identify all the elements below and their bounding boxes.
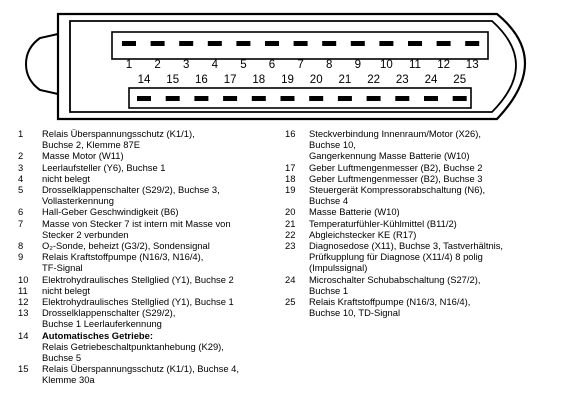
legend-item-text: Masse Motor (W11) [42,150,124,162]
legend-item-text: nicht belegt [42,172,90,184]
legend-item-number: 2 [18,150,24,162]
legend-item-text: Temperaturfühler-Kühlmittel (B11/2) [309,217,457,229]
pin-slot [208,41,222,46]
legend-item-number: 9 [18,251,24,263]
pin-slot [465,41,479,46]
legend-item-text: Drosselklappenschalter (S29/2), Buchse 3, Vollasterkennung [42,184,220,207]
pin-slot [437,41,451,46]
legend-item-body [42,150,286,161]
pin-number-label: 16 [195,74,208,86]
pin-slot [338,96,352,101]
legend-item [285,240,560,274]
legend-item-number: 14 [18,329,29,341]
legend-item-number: 17 [285,161,296,173]
pin-slot [424,96,438,101]
legend-item [285,184,560,206]
pin-number-label: 21 [338,74,352,86]
legend-item-number: 16 [285,128,296,139]
legend-item [285,274,560,296]
legend-item-text: Drosselklappenschalter (S29/2), Buchse 1 Leerlauferkennung [42,307,176,330]
pin-number-label: 1 [125,59,133,71]
legend-item-body [42,307,286,329]
legend-item [285,206,560,217]
legend-item-body [309,184,560,206]
pin-number-label: 8 [325,59,333,71]
pin-number-label: 19 [281,74,294,86]
pin-slot [194,96,208,101]
legend-item [18,218,286,240]
pin-number-label: 5 [240,59,247,71]
legend-item-text: Steckverbindung Innenraum/Motor (X26), Buchse 10, Gangerkennung Masse Batterie (W10) [309,128,481,162]
pin-slot [395,96,409,101]
legend-item [18,206,286,217]
pin-slot [379,41,393,46]
pin-number-label: 12 [437,59,450,71]
pin-slot [236,41,250,46]
legend-item-number: 13 [18,307,29,319]
pin-slot [122,41,136,46]
legend-item-body [309,173,560,184]
legend-item-text: nicht belegt [42,284,90,296]
pin-slot [252,96,266,101]
legend-item-text: Masse von Stecker 7 ist intern mit Masse von Stecker 2 verbunden [42,217,231,240]
legend-item [285,162,560,173]
legend-item-number: 11 [18,284,28,296]
legend-item-number: 18 [285,172,296,184]
pin-slot [309,96,323,101]
pin-number-label: 3 [182,59,190,71]
lower-pin-block [129,88,471,108]
pin-slot [223,96,237,101]
pin-legend-right [285,128,560,318]
legend-item-text: O₂-Sonde, beheizt (G3/2), Sondensignal [42,240,210,252]
pin-number-label: 13 [465,59,479,71]
legend-item [285,128,560,162]
legend-item [18,240,286,251]
legend-item-text: Relais Getriebeschaltpunktanhebung (K29), Buchse 5 [42,340,224,364]
legend-item [18,173,286,184]
legend-item-body [42,206,286,217]
legend-item-text: Geber Luftmengenmesser (B2), Buchse 3 [309,172,483,184]
legend-item-body [309,274,560,296]
legend-item-text: Elektrohydraulisches Stellglied (Y1), Buchse 1 [42,296,234,308]
legend-item-number: 22 [285,228,296,240]
legend-item-text: Hall-Geber Geschwindigkeit (B6) [42,206,179,218]
pin-number-label: 23 [395,74,409,86]
legend-item-text: Relais Kraftstoffpumpe (N16/3, N16/4), Buchse 10, TD-Signal [309,296,471,319]
pin-number-label: 17 [223,74,237,86]
pin-number-label: 14 [137,74,151,86]
connector-latch [26,34,58,94]
pin-number-label: 9 [354,59,362,71]
legend-item [18,363,286,385]
legend-item [285,229,560,240]
legend-item-body [42,274,286,285]
legend-item [18,184,286,206]
legend-item-number: 7 [18,217,24,229]
legend-item-body [42,296,286,307]
connector-pinout-diagram [0,0,561,125]
legend-item-body [42,173,286,184]
legend-item-heading: Automatisches Getriebe: [42,329,153,341]
legend-item-number: 10 [18,273,29,285]
pin-slot [265,41,279,46]
legend-item-body [42,218,286,240]
legend-item-body [42,184,286,206]
legend-item [18,330,286,364]
legend-item-body [42,251,286,273]
pin-slot [322,41,336,46]
legend-item-text: Leerlaufsteller (Y6), Buchse 1 [42,161,166,173]
legend-item [18,296,286,307]
legend-item-number: 6 [18,206,24,218]
pin-slot [166,96,180,101]
legend-item-text: Elektrohydraulisches Stellglied (Y1), Buchse 2 [42,273,234,285]
pin-number-label: 25 [453,74,467,86]
legend-item [285,173,560,184]
legend-item [285,296,560,318]
legend-item-number: 19 [285,184,296,196]
legend-item-text: Relais Überspannungsschutz (K1/1), Buchse 4, Klemme 30a [42,363,239,386]
legend-item-body [309,229,560,240]
legend-item-number: 24 [285,273,296,285]
pin-number-label: 24 [424,74,438,86]
legend-item-number: 5 [18,184,24,196]
legend-item-text: Steuergerät Kompressorabschaltung (N6), Buchse 4 [309,184,486,207]
legend-item [18,285,286,296]
pin-number-label: 10 [380,59,393,71]
pin-slot [281,96,295,101]
pin-legend-left [18,128,286,386]
pin-number-label: 20 [309,74,323,86]
legend-item-number: 23 [285,240,296,252]
pin-number-label: 2 [154,59,161,71]
legend-item-number: 3 [18,161,24,173]
legend-item-text: Relais Kraftstoffpumpe (N16/3, N16/4), TF-Signal [42,251,204,274]
legend-item [18,150,286,161]
legend-item [18,128,286,150]
legend-item-body [42,128,286,150]
legend-item-body [42,330,286,364]
legend-item-text: Diagnosedose (X11), Buchse 3, Tastverhältnis, Prüfkupplung für Diagnose (X11/4) 8 polig (Impulssignal) [309,240,504,274]
legend-item-number: 21 [285,217,296,229]
legend-item-number: 1 [18,128,24,139]
legend-item-body [309,240,560,274]
pin-slot [453,96,467,101]
legend-item-body [309,218,560,229]
legend-item-number: 12 [18,296,29,308]
legend-item-text: Relais Überspannungsschutz (K1/1), Buchse 2, Klemme 87E [42,128,195,151]
legend-item-number: 4 [18,172,24,184]
legend-item [285,218,560,229]
legend-item-body [42,162,286,173]
legend-item-text: Geber Luftmengenmesser (B2), Buchse 2 [309,161,483,173]
pin-number-label: 11 [409,59,421,71]
legend-item-body [309,128,560,162]
pin-number-label: 18 [252,74,266,86]
legend-item-body [42,240,286,251]
legend-item-body [309,296,560,318]
legend-item-text: Masse Batterie (W10) [309,206,400,218]
pin-slot [294,41,308,46]
pin-slot [179,41,193,46]
pin-slot [408,41,422,46]
legend-item-text: Abgleichstecker KE (R17) [309,228,417,240]
pin-number-label: 4 [211,59,219,71]
legend-item-body [42,363,286,385]
pin-slot [137,96,151,101]
legend-item-number: 25 [285,296,296,308]
legend-item-body [42,285,286,296]
legend-item-number: 15 [18,363,29,375]
legend-item-body [309,162,560,173]
legend-item [18,274,286,285]
legend-item-body [309,206,560,217]
pin-slot [351,41,365,46]
legend-item [18,162,286,173]
pin-slot [151,41,165,46]
pin-number-label: 15 [166,74,180,86]
pin-number-label: 22 [367,74,380,86]
pin-number-label: 7 [297,59,304,71]
legend-item [18,307,286,329]
pin-number-label: 6 [268,59,276,71]
legend-item [18,251,286,273]
legend-item-number: 20 [285,206,296,218]
legend-item-number: 8 [18,240,24,252]
pin-slot [367,96,381,101]
legend-item-text: Microschalter Schubabschaltung (S27/2), Buchse 1 [309,273,481,296]
